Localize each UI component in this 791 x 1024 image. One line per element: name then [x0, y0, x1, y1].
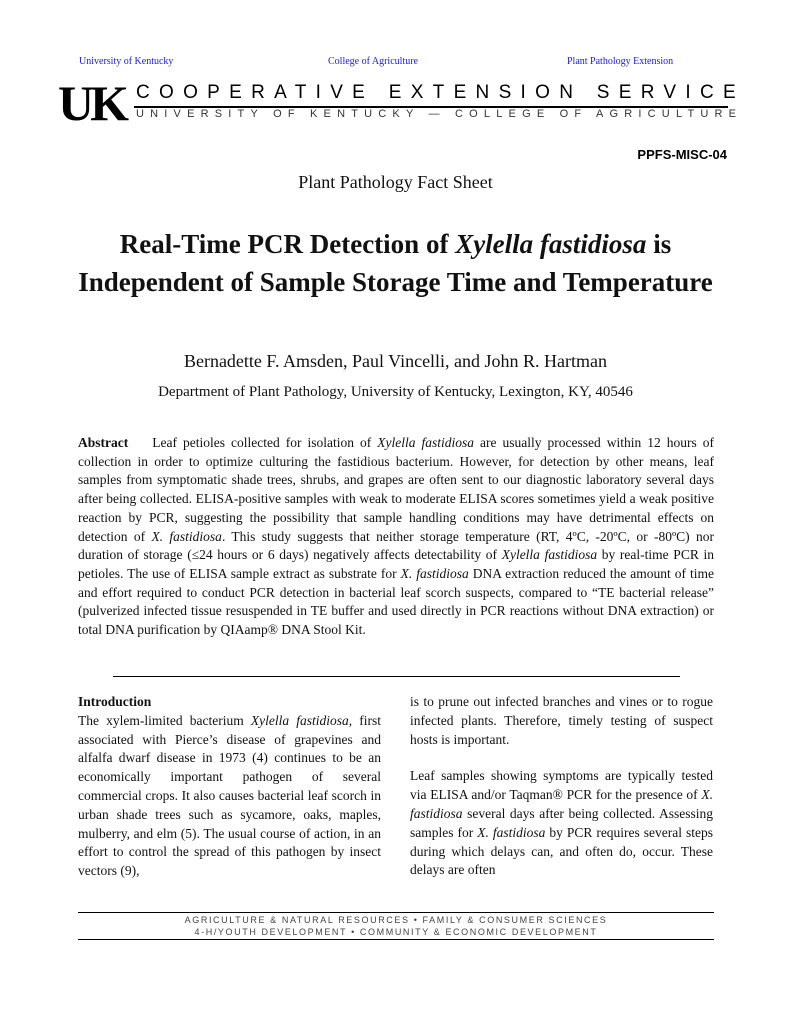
paragraph-text: by PCR requires several steps during which delays can, and often do, occur. These delays are often — [410, 824, 713, 878]
link-plant-pathology-extension[interactable]: Plant Pathology Extension — [567, 56, 674, 67]
paragraph-organism: X. fastidiosa — [410, 787, 713, 821]
paragraph-organism: Xylella fastidiosa — [250, 712, 349, 728]
document-id: PPFS-MISC-04 — [637, 147, 727, 162]
masthead — [58, 75, 745, 131]
paragraph-gap — [410, 749, 713, 767]
page-title — [60, 225, 731, 301]
abstract-organism: Xylella fastidiosa — [377, 435, 474, 450]
footer — [78, 914, 714, 938]
paragraph-text: , first associated with Pierce’s disease of grapevines and alfalfa dwarf disease in 1973 (4) continues to be an economically important pathogen of several commercial crops. It also causes bacterial leaf scorch in urban shade trees such as sycamore, oaks, maples, mulberry, and elm (5). The usual course of action, in an effort to control the spread of this pathogen by insect vectors (9), — [78, 712, 382, 879]
series-title: Plant Pathology Fact Sheet — [298, 172, 493, 192]
abstract-text: . This study suggests that neither storage temperature (RT, 4ºC, -20ºC, or -80ºC) nor duration of storage (≤24 hours or 6 days) negatively affects detectability of — [78, 528, 714, 563]
link-university[interactable]: University of Kentucky — [79, 56, 174, 67]
paragraph-text: Leaf samples showing symptoms are typically tested via ELISA and/or Taqman® PCR for the presence of — [410, 768, 713, 803]
introduction-paragraph-1 — [78, 712, 381, 881]
abstract-organism: X. fastidiosa — [151, 528, 222, 544]
abstract-label: Abstract — [78, 435, 129, 450]
masthead-subtitle: UNIVERSITY OF KENTUCKY — COLLEGE OF AGRICULTURE — [136, 108, 743, 120]
footer-rule-bottom — [78, 939, 714, 940]
footer-line-2: 4-H/YOUTH DEVELOPMENT • COMMUNITY & ECONOMIC DEVELOPMENT — [194, 927, 598, 937]
footer-rule-top — [78, 912, 714, 913]
paragraph-organism: X. fastidiosa — [477, 824, 546, 840]
abstract-text: by real-time PCR in petioles. The use of ELISA sample extract as substrate for — [78, 547, 714, 581]
footer-line-1: AGRICULTURE & NATURAL RESOURCES • FAMILY & CONSUMER SCIENCES — [184, 915, 608, 925]
paragraph-text: several days after being collected. Assessing samples for — [410, 805, 713, 840]
abstract-organism: Xylella fastidiosa — [501, 547, 598, 563]
authors: Bernadette F. Amsden, Paul Vincelli, and John R. Hartman — [183, 351, 608, 371]
column-right — [410, 693, 713, 880]
title-part-2: is Independent of Sample Storage Time and Temperature — [78, 229, 713, 297]
abstract-text: are usually processed within 12 hours of collection in order to optimize culturing the fastidious bacterium. However, for detection by other means, leaf samples from symptomatic shade trees, shrubs, and grapes are often sent to our diagnostic laboratory several days after being collected. ELISA-positive samples with weak to moderate ELISA scores sometimes yield a weak positive reaction by PCR, suggesting the possibility that sample handling conditions may have detrimental effects on detection of — [78, 435, 715, 544]
introduction-heading: Introduction — [78, 694, 152, 709]
abstract-text: DNA extraction reduced the amount of time and effort required to conduct PCR detection in bacterial leaf scorch suspects, compared to “TE bacterial release” (pulverized infected tissue resuspended in TE buffer and used directly in PCR reactions without DNA extraction) or total DNA purification by QIAamp® DNA Stool Kit. — [78, 565, 714, 638]
uk-logo: UK — [58, 75, 125, 131]
affiliation: Department of Plant Pathology, University of Kentucky, Lexington, KY, 40546 — [158, 384, 633, 400]
introduction-paragraph-2 — [410, 767, 713, 880]
abstract-text: Leaf petioles collected for isolation of — [152, 435, 378, 450]
introduction-paragraph-1-continued: is to prune out infected branches and vines or to rogue infected plants. Therefore, timely testing of suspect hosts is important. — [410, 694, 713, 747]
abstract-organism: X. fastidiosa — [400, 565, 469, 581]
service-name: COOPERATIVE EXTENSION SERVICE — [136, 82, 745, 103]
title-part-1: Real-Time PCR Detection of — [119, 229, 456, 259]
paragraph-text: The xylem-limited bacterium — [78, 712, 251, 728]
title-organism: Xylella fastidiosa — [455, 229, 647, 259]
link-college[interactable]: College of Agriculture — [328, 56, 418, 67]
column-left — [78, 693, 381, 881]
abstract — [78, 434, 714, 640]
section-divider — [113, 676, 680, 677]
